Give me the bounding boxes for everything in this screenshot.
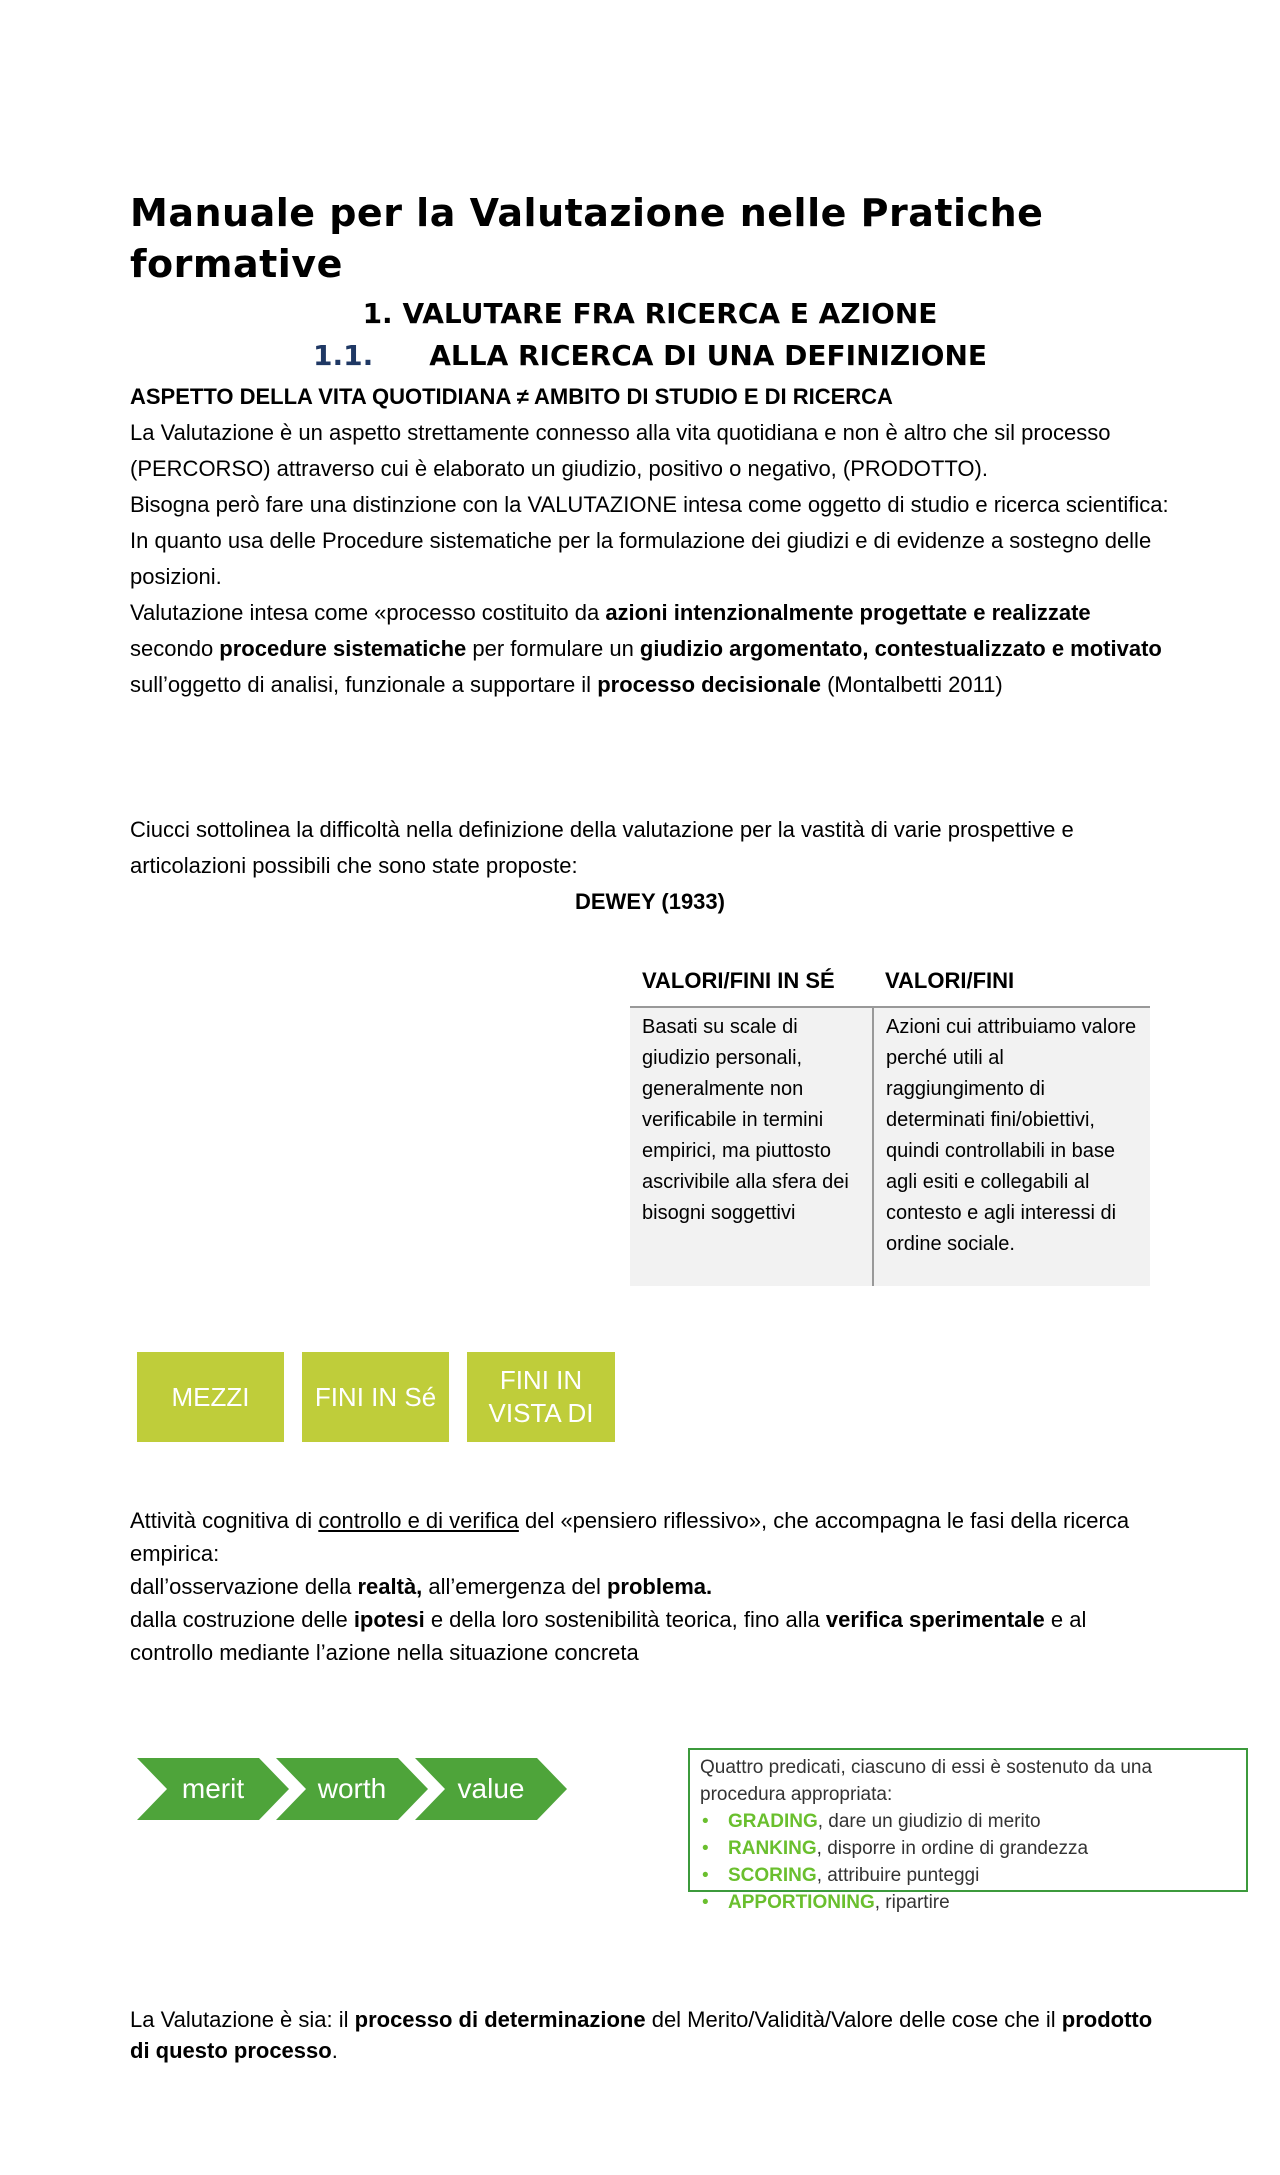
table-header-cell: VALORI/FINI	[873, 956, 1150, 1007]
chevron-label: merit	[181, 1773, 245, 1804]
paragraph-2: Bisogna però fare una distinzione con la VALUTAZIONE intesa come oggetto di studio e ricerca scientifica: In quanto usa delle Procedure sistematiche per la formulazione dei giudizi e di evidenze a sostegno delle posizioni.	[130, 492, 1169, 589]
document-title: Manuale per la Valutazione nelle Pratiche formative	[130, 191, 1044, 286]
p6-text-1: dall’osservazione della	[130, 1574, 358, 1599]
predicate-text: , attribuire punteggi	[816, 1865, 980, 1886]
p6-bold-2: problema.	[606, 1574, 713, 1599]
heading-1: 1. VALUTARE FRA RICERCA E AZIONE	[362, 297, 938, 330]
p3-text-4: sull’oggetto di analisi, funzionale a supportare il	[130, 672, 598, 697]
p3-text-2: secondo	[130, 636, 220, 661]
p8-text-1: La Valutazione è sia: il	[130, 2007, 355, 2032]
table-row	[630, 1007, 1150, 1286]
p3-text-1: Valutazione intesa come «processo costituito da	[130, 600, 606, 625]
p7-bold-2: verifica sperimentale	[825, 1607, 1045, 1632]
table-cell: Basati su scale di giudizio personali, generalmente non verificabile in termini empirici, ma piuttosto ascrivibile alla sfera dei bisogni soggettivi	[630, 1007, 873, 1286]
chevron-value	[415, 1758, 567, 1820]
heading-2	[130, 338, 1170, 374]
p8-text-3: .	[331, 2038, 338, 2063]
paragraph-5	[130, 1504, 1170, 1570]
paragraph-1: La Valutazione è un aspetto strettamente connesso alla vita quotidiana e non è altro che sil processo (PERCORSO) attraverso cui è elaborato un giudizio, positivo o negativo, (PRODOTTO).	[130, 420, 1111, 481]
heading-2-text: ALLA RICERCA DI UNA DEFINIZIONE	[429, 339, 988, 372]
paragraph-4: Ciucci sottolinea la difficoltà nella definizione della valutazione per la vastità di varie prospettive e articolazioni possibili che sono state proposte:	[130, 817, 1074, 878]
p8-bold-2: prodotto di questo processo	[130, 2007, 1153, 2063]
p3-bold-3: giudizio argomentato, contestualizzato e motivato	[639, 636, 1162, 661]
table-header-row	[630, 956, 1150, 1007]
predicate-text: , ripartire	[874, 1892, 950, 1913]
list-item	[700, 1862, 1236, 1889]
diagram-box-fini-in-se: FINI IN Sé	[302, 1352, 449, 1442]
dewey-label: DEWEY (1933)	[575, 889, 725, 914]
list-item	[700, 1889, 1236, 1916]
predicates-box	[688, 1748, 1248, 1913]
list-item	[700, 1835, 1236, 1862]
list-item	[700, 1808, 1236, 1835]
paragraph-8	[130, 2004, 1170, 2066]
table-cell: Azioni cui attribuiamo valore perché utili al raggiungimento di determinati fini/obiettivi, quindi controllabili in base agli esiti e collegabili al contesto e agli interessi di ordine sociale.	[873, 1007, 1150, 1286]
p8-bold-1: processo di determinazione	[354, 2007, 646, 2032]
p5-text-2: del «pensiero riflessivo», che accompagna le fasi della ricerca empirica:	[130, 1508, 1130, 1566]
predicate-keyword: GRADING	[728, 1811, 818, 1832]
paragraph-7	[130, 1603, 1170, 1669]
p3-text-5: (Montalbetti 2011)	[820, 672, 1003, 697]
values-table	[630, 956, 1150, 1286]
intro-section	[130, 379, 1170, 703]
chevron-label: value	[457, 1773, 525, 1804]
p7-bold-1: ipotesi	[353, 1607, 425, 1632]
predicates-list	[700, 1808, 1236, 1916]
ciucci-section	[130, 812, 1170, 920]
p6-text-2: all’emergenza del	[422, 1574, 607, 1599]
diagram-box-fini-in-vista-di: FINI IN VISTA DI	[467, 1352, 615, 1442]
p7-text-3: e al controllo mediante l’azione nella situazione concreta	[130, 1607, 1087, 1665]
table-header-cell: VALORI/FINI IN SÉ	[630, 956, 873, 1007]
p8-text-2: del Merito/Validità/Valore delle cose che il	[645, 2007, 1062, 2032]
predicate-text: , dare un giudizio di merito	[817, 1811, 1041, 1832]
p5-text-1: Attività cognitiva di	[130, 1508, 319, 1533]
dewey-section	[130, 1504, 1170, 1669]
p3-bold-4: processo decisionale	[597, 672, 821, 697]
chevron-worth	[276, 1758, 428, 1820]
predicate-text: , disporre in ordine di grandezza	[816, 1838, 1089, 1859]
predicate-keyword: SCORING	[728, 1865, 817, 1886]
p3-bold-1: azioni intenzionalmente progettate e realizzate	[605, 600, 1091, 625]
heading-2-number: 1.1.	[312, 339, 374, 372]
predicate-keyword: RANKING	[728, 1838, 817, 1859]
paragraph-3	[130, 595, 1170, 703]
p7-text-2: e della loro sostenibilità teorica, fino alla	[424, 1607, 826, 1632]
p3-text-3: per formulare un	[466, 636, 640, 661]
chevron-label: worth	[317, 1773, 387, 1804]
p3-bold-2: procedure sistematiche	[219, 636, 467, 661]
p6-bold-1: realtà,	[357, 1574, 423, 1599]
subheading: ASPETTO DELLA VITA QUOTIDIANA ≠ AMBITO DI STUDIO E DI RICERCA	[130, 384, 893, 409]
paragraph-6	[130, 1570, 1170, 1603]
predicates-intro: Quattro predicati, ciascuno di essi è sostenuto da una procedura appropriata:	[700, 1757, 1153, 1805]
chevron-merit	[137, 1758, 289, 1820]
p7-text-1: dalla costruzione delle	[130, 1607, 354, 1632]
p5-underline: controllo e di verifica	[318, 1508, 519, 1533]
closing-section	[130, 2004, 1170, 2066]
predicate-keyword: APPORTIONING	[728, 1892, 875, 1913]
diagram-box-mezzi: MEZZI	[137, 1352, 284, 1442]
